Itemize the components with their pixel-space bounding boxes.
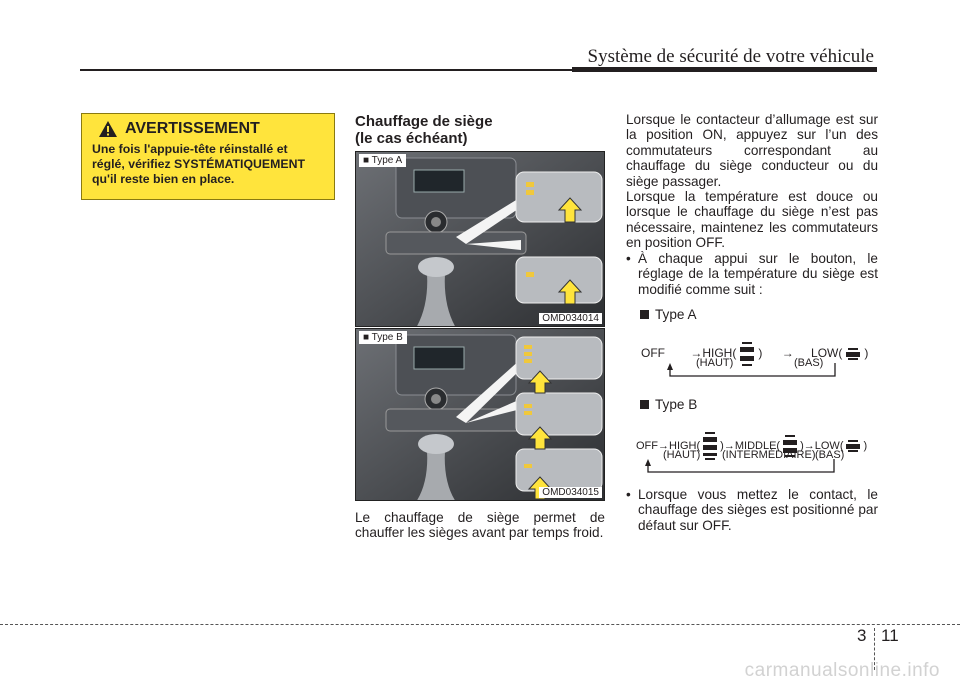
- arrow: →: [723, 439, 735, 452]
- type-a-low-fr: (BAS): [794, 357, 824, 369]
- figure-code: OMD034014: [539, 313, 602, 324]
- state-low: LOW: [811, 346, 839, 361]
- chapter-number: 3: [857, 626, 867, 645]
- type-b-sequence: OFF→HIGH( )→MIDDLE( )→LOW( ): [636, 431, 867, 461]
- console-illustration-a: [356, 152, 605, 327]
- state-middle: MIDDLE: [734, 439, 777, 452]
- figure-type-label-text: Type A: [371, 155, 403, 166]
- paragraph-2: Lorsque la température est douce ou lorsque le chauffage du siège n’est pas nécessaire, maintenez les commutateurs en position OFF.: [626, 189, 878, 251]
- type-b-label: Type B: [655, 397, 698, 412]
- arrow: →: [781, 346, 794, 361]
- figure-type-label: ■ Type B: [359, 331, 407, 344]
- page-header-title: Système de sécurité de votre véhicule: [587, 46, 874, 67]
- type-a-label: Type A: [655, 307, 697, 322]
- figure-type-b: [355, 328, 605, 501]
- warning-text: [92, 142, 324, 187]
- warning-triangle-icon: [98, 120, 118, 138]
- watermark: carmanualsonline.info: [744, 660, 940, 681]
- warning-line: qu'il reste bien en place.: [92, 172, 235, 186]
- footer-dashed-rule: [0, 624, 960, 625]
- console-illustration-b: [356, 329, 605, 501]
- type-b-heading: [640, 397, 697, 412]
- bullet-item: [626, 487, 878, 533]
- arrow: →: [658, 439, 669, 452]
- section-caption: Le chauffage de siège permet de chauffer les sièges avant par temps froid.: [355, 510, 605, 541]
- bullet-dot: •: [626, 487, 631, 502]
- type-b-low-fr: (BAS): [815, 449, 845, 461]
- warning-title: AVERTISSEMENT: [125, 120, 260, 137]
- state-off: OFF: [636, 439, 658, 452]
- figure-type-label: ■ Type A: [359, 154, 406, 167]
- warning-header: [98, 120, 324, 138]
- state-high: HIGH: [702, 346, 733, 361]
- state-high: HIGH: [669, 439, 697, 452]
- warning-line: Une fois l'appuie-tête réinstallé et: [92, 142, 288, 156]
- type-b-high-fr: (HAUT): [663, 449, 701, 461]
- section-title-line: (le cas échéant): [355, 130, 468, 147]
- bullet-dot: •: [626, 251, 631, 266]
- state-off: OFF: [641, 346, 665, 361]
- arrow: →: [803, 439, 815, 452]
- heat-level-low-icon: [843, 439, 863, 453]
- bullet-item: [626, 251, 878, 297]
- type-a-heading: [640, 307, 697, 322]
- state-low: LOW: [814, 439, 840, 452]
- bullet-text: Lorsque vous mettez le contact, le chauffage des sièges est positionné par défaut sur OFF.: [638, 487, 878, 533]
- arrow: →: [690, 346, 703, 361]
- section-title-line: Chauffage de siège: [355, 113, 493, 130]
- warning-line: réglé, vérifiez SYSTÉMATIQUEMENT: [92, 157, 305, 171]
- warning-box: [81, 113, 335, 200]
- page-number: 11: [881, 626, 899, 645]
- type-b-cycle-arrow-icon: [642, 456, 836, 476]
- heat-level-low-icon: [842, 347, 864, 361]
- paragraph-1: Lorsque le contacteur d’allumage est sur la position ON, appuyez sur l’un des commutateurs correspondant au chauffage du siège conducteur ou du siège passager.: [626, 112, 878, 189]
- type-a-high-fr: (HAUT): [696, 357, 734, 369]
- header-bar: [572, 67, 877, 72]
- type-a-sequence: OFF →HIGH( ) → LOW( ): [641, 341, 868, 367]
- figure-code: OMD034015: [539, 487, 602, 498]
- section-title: [355, 113, 493, 147]
- type-b-middle-fr: (INTERMÉDIAIRE): [722, 449, 816, 461]
- type-a-cycle-arrow-icon: [664, 360, 836, 380]
- square-bullet-icon: [640, 400, 649, 409]
- bullet-text: À chaque appui sur le bouton, le réglage de la température du siège est modifié comme suit :: [638, 251, 878, 297]
- figure-type-a: [355, 151, 605, 327]
- square-bullet-icon: [640, 310, 649, 319]
- figure-type-label-text: Type B: [371, 332, 403, 343]
